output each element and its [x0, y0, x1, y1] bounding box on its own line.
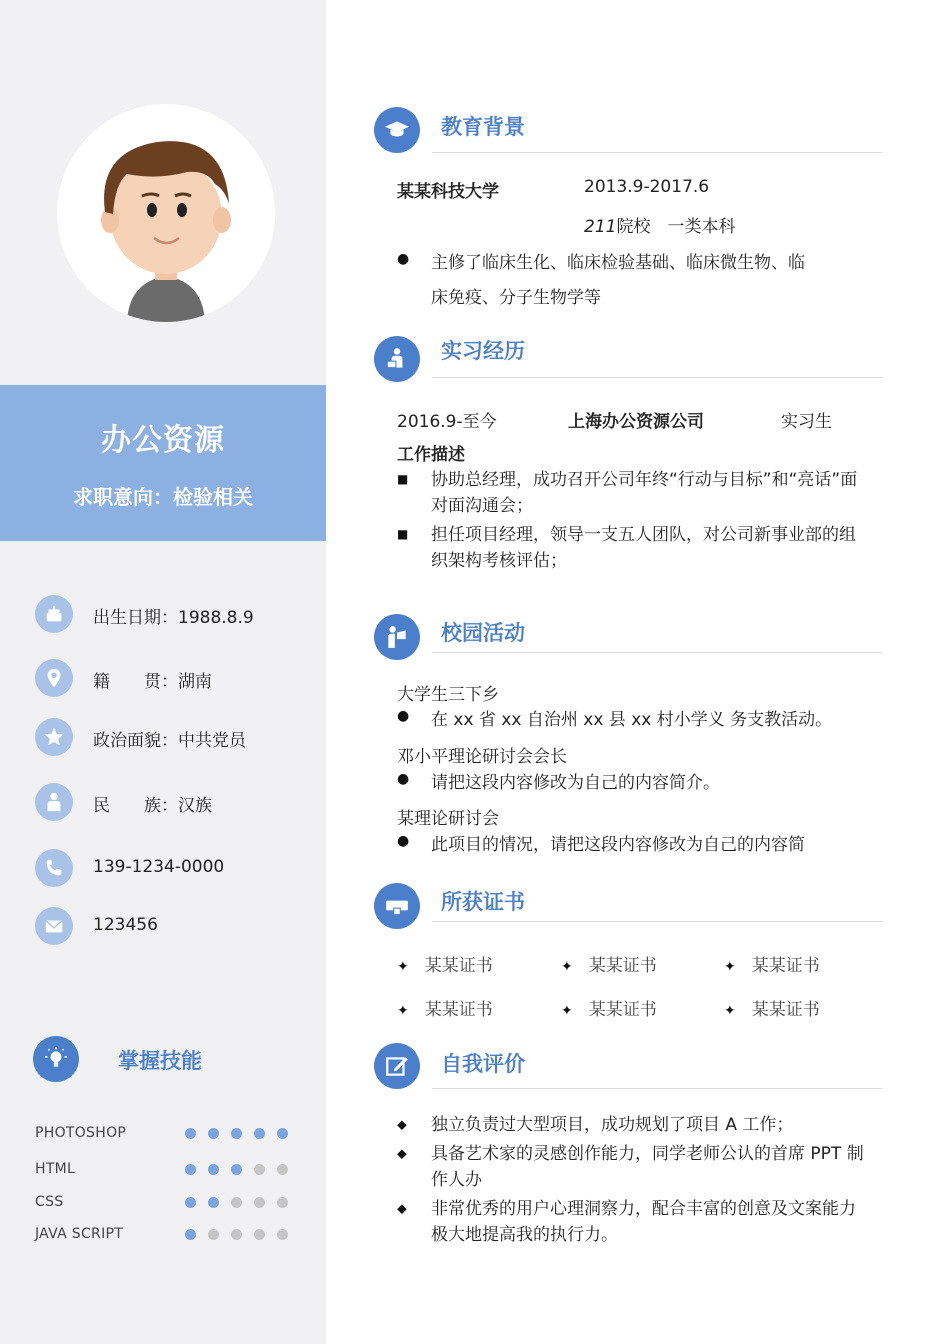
education-courses-line1: 主修了临床生化、临床检验基础、临床微生物、临 — [431, 253, 805, 273]
sparkle-icon: ✦ — [561, 1003, 573, 1019]
skill-level-dot — [254, 1229, 265, 1240]
skill-level-dot — [277, 1197, 288, 1208]
drop-bullet: ⬥ — [397, 1146, 407, 1162]
location-pin-icon — [35, 659, 73, 697]
skills-title: 掌握技能 — [118, 1049, 202, 1073]
phone-icon — [35, 849, 73, 887]
campus-detail: 此项目的情况，请把这段内容修改为自己的内容简 — [431, 835, 805, 855]
skill-level-dot — [185, 1229, 196, 1240]
mail-icon — [35, 907, 73, 945]
graduation-cap-icon — [374, 107, 420, 153]
info-birthdate: 出生日期：1988.8.9 — [35, 595, 315, 635]
campus-heading: 大学生三下乡 — [397, 685, 499, 705]
sidebar — [0, 0, 326, 1344]
certificate-item: ✦ 某某证书 — [724, 956, 820, 976]
internship-period: 2016.9-至今 — [397, 412, 497, 432]
avatar-illustration — [57, 104, 275, 322]
work-desc-title: 工作描述 — [397, 445, 465, 465]
work-item: 担任项目经理，领导一支五人团队，对公司新事业部的组织架构考核评估； — [431, 525, 856, 571]
job-intent: 求职意向：检验相关 — [73, 485, 253, 509]
skill-level-dots — [185, 1229, 288, 1240]
skill-level-dot — [277, 1229, 288, 1240]
star-icon — [35, 718, 73, 756]
info-phone: 139-1234-0000 — [35, 849, 315, 889]
info-ethnicity: 民 族：汉族 — [35, 783, 315, 823]
campus-heading: 某理论研讨会 — [397, 809, 499, 829]
certificate-item: ✦ 某某证书 — [561, 956, 657, 976]
skill-level-dot — [277, 1128, 288, 1139]
bullet-dot: ● — [397, 251, 410, 267]
internship-divider — [432, 377, 882, 378]
bullet-dot: ● — [397, 771, 410, 787]
presenter-icon — [374, 614, 420, 660]
skill-level-dot — [208, 1128, 219, 1139]
info-hometown: 籍 贯：湖南 — [35, 659, 315, 699]
info-political: 政治面貌：中共党员 — [35, 718, 315, 758]
education-level: 211院校 一类本科 — [584, 217, 736, 237]
certificates-divider — [432, 921, 882, 922]
sparkle-icon: ✦ — [561, 959, 573, 975]
education-period: 2013.9-2017.6 — [584, 177, 710, 197]
skill-level-dot — [277, 1164, 288, 1175]
self-eval-item: 具备艺术家的灵感创作能力，同学老师公认的首席 PPT 制作人办 — [431, 1144, 864, 1190]
skill-level-dot — [185, 1164, 196, 1175]
self-eval-divider — [432, 1088, 882, 1089]
skill-level-dot — [231, 1164, 242, 1175]
skill-level-dot — [185, 1197, 196, 1208]
education-courses-line2: 床免疫、分子生物学等 — [431, 288, 601, 308]
education-divider — [432, 152, 882, 153]
campus-detail: 在 xx 省 xx 自治州 xx 县 xx 村小学义 务支教活动。 — [431, 710, 833, 730]
self-eval-title: 自我评价 — [441, 1052, 525, 1076]
skill-level-dot — [231, 1229, 242, 1240]
cake-icon — [35, 595, 73, 633]
skill-level-dot — [254, 1197, 265, 1208]
sparkle-icon: ✦ — [397, 959, 409, 975]
info-email: 123456 — [35, 907, 315, 947]
self-eval-item: 独立负责过大型项目，成功规划了项目 A 工作； — [431, 1115, 794, 1135]
skill-level-dots — [185, 1128, 288, 1139]
skill-row — [35, 1124, 305, 1146]
edit-icon — [374, 1043, 420, 1089]
drop-bullet: ⬥ — [397, 1117, 407, 1133]
skill-level-dot — [231, 1197, 242, 1208]
skill-level-dot — [208, 1164, 219, 1175]
campus-divider — [432, 652, 882, 653]
skill-name: JAVA SCRIPT — [35, 1226, 124, 1242]
drop-bullet: ⬥ — [397, 1201, 407, 1217]
briefcase-person-icon — [374, 336, 420, 382]
skill-level-dot — [231, 1128, 242, 1139]
certificates-title: 所获证书 — [441, 890, 525, 914]
campus-title: 校园活动 — [441, 621, 525, 645]
bullet-dot: ● — [397, 708, 410, 724]
candidate-name: 办公资源 — [101, 423, 225, 458]
education-title: 教育背景 — [441, 115, 525, 139]
sparkle-icon: ✦ — [724, 959, 736, 975]
avatar — [57, 104, 275, 322]
certificate-item: ✦ 某某证书 — [397, 956, 493, 976]
skill-row — [35, 1225, 305, 1247]
certificate-item: ✦ 某某证书 — [397, 1000, 493, 1020]
campus-heading: 邓小平理论研讨会会长 — [397, 747, 567, 767]
square-bullet: ■ — [397, 472, 409, 486]
certificate-item: ✦ 某某证书 — [724, 1000, 820, 1020]
bullet-dot: ● — [397, 833, 410, 849]
certificate-icon — [374, 883, 420, 929]
certificate-item: ✦ 某某证书 — [561, 1000, 657, 1020]
skill-name: HTML — [35, 1161, 76, 1177]
skill-level-dot — [185, 1128, 196, 1139]
skill-level-dots — [185, 1164, 288, 1175]
skill-name: CSS — [35, 1194, 64, 1210]
skill-level-dot — [254, 1128, 265, 1139]
skill-row — [35, 1160, 305, 1182]
square-bullet: ■ — [397, 527, 409, 541]
skill-level-dots — [185, 1197, 288, 1208]
sparkle-icon: ✦ — [397, 1003, 409, 1019]
sparkle-icon: ✦ — [724, 1003, 736, 1019]
name-band — [0, 385, 326, 541]
lightbulb-icon — [33, 1036, 79, 1082]
skill-row — [35, 1193, 305, 1215]
school-name: 某某科技大学 — [397, 182, 499, 202]
skill-level-dot — [208, 1229, 219, 1240]
skill-name: PHOTOSHOP — [35, 1125, 127, 1141]
internship-role: 实习生 — [781, 412, 832, 432]
work-item: 协助总经理，成功召开公司年终“行动与目标”和“亮话”面对面沟通会； — [431, 470, 858, 516]
internship-company: 上海办公资源公司 — [568, 412, 704, 432]
person-icon — [35, 783, 73, 821]
internship-title: 实习经历 — [441, 339, 525, 363]
skill-level-dot — [208, 1197, 219, 1208]
campus-detail: 请把这段内容修改为自己的内容简介。 — [431, 773, 720, 793]
skill-level-dot — [254, 1164, 265, 1175]
self-eval-item: 非常优秀的用户心理洞察力，配合丰富的创意及文案能力极大地提高我的执行力。 — [431, 1199, 856, 1245]
